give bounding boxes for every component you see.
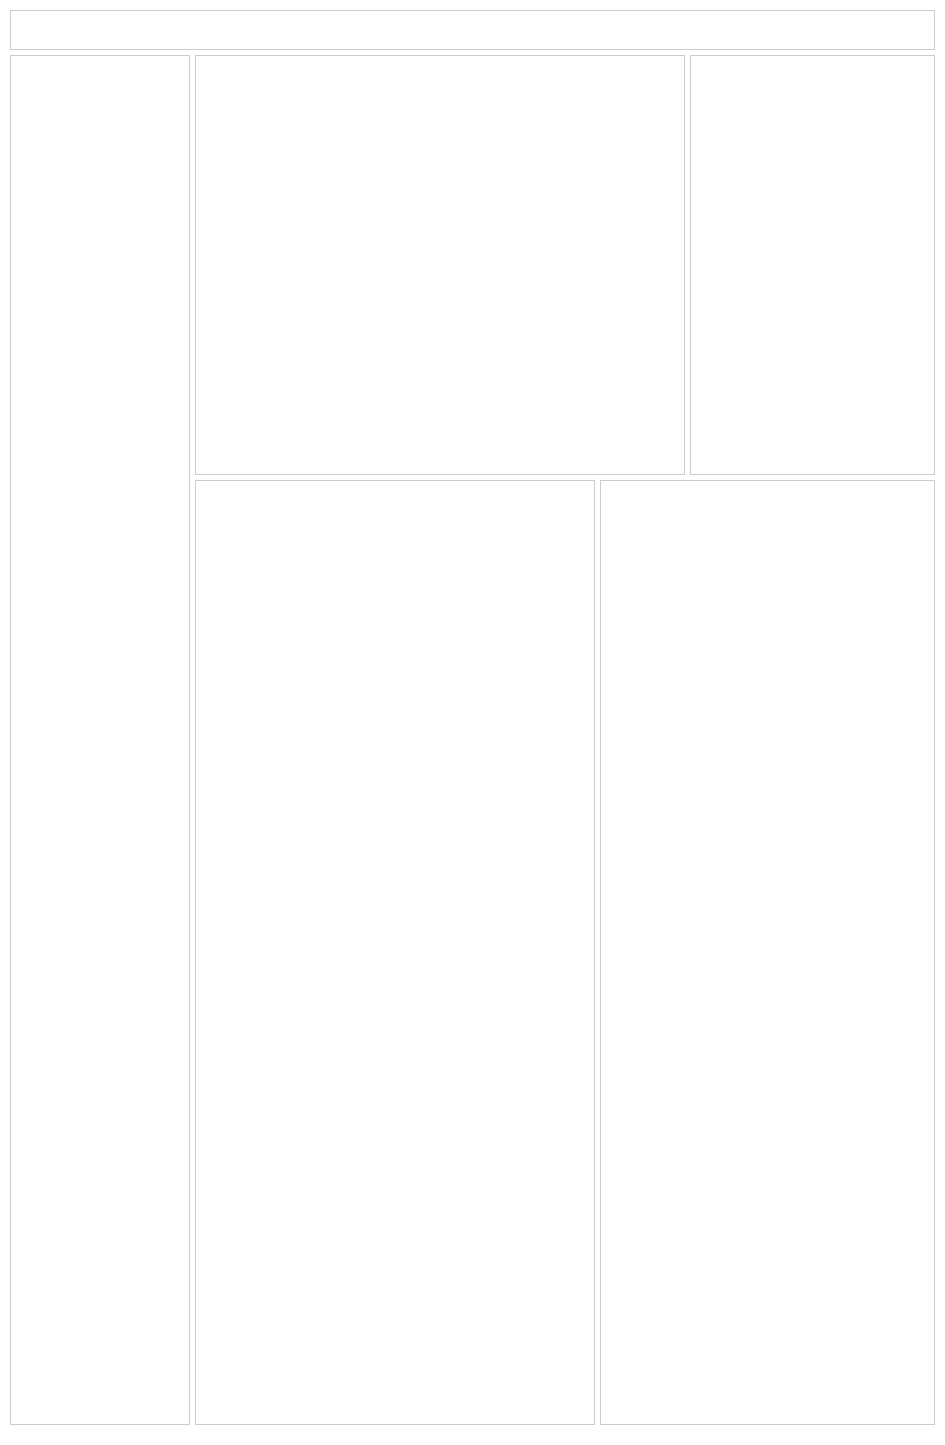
right-stories-and-notices — [600, 480, 935, 1425]
masthead — [10, 10, 935, 50]
lead-story — [195, 55, 685, 475]
left-column — [10, 55, 190, 1425]
right-story — [690, 55, 935, 475]
middle-stories — [195, 480, 595, 1425]
